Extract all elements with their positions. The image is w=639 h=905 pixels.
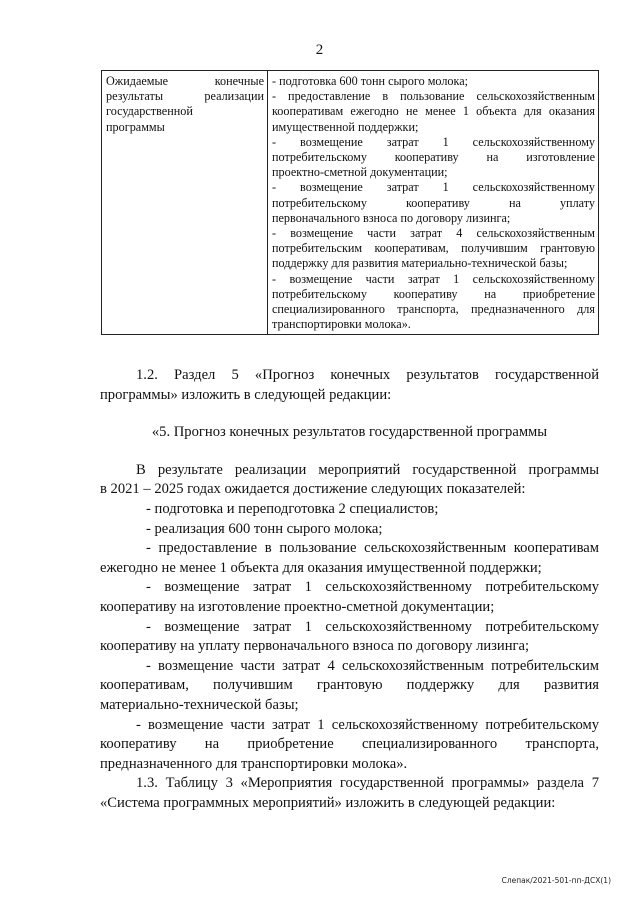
expected-results-list: [100, 500, 599, 774]
table-row: [102, 71, 599, 335]
table-label-line: государственной: [106, 104, 193, 119]
list-item: - реализация 600 тонн сырого молока;: [146, 520, 383, 537]
list-item-continuation: ежегодно не менее 1 объекта для оказания имущественной поддержки;: [100, 559, 542, 576]
table-item-line: - предоставление в пользование сельскохозяйственным: [272, 89, 595, 104]
table-item-line: потребительским кооперативам, получившим грантовую: [272, 241, 595, 256]
list-item: - подготовка и переподготовка 2 специалистов;: [146, 500, 439, 517]
table-item-line: проектно-сметной документации;: [272, 165, 448, 180]
paragraph-line: «Система программных мероприятий» изложить в следующей редакции:: [100, 794, 556, 811]
list-item-continuation: кооперативам, получившим грантовую поддержку для развития: [100, 677, 599, 694]
table-item-line: поддержку для развития материально-технической базы;: [272, 256, 568, 271]
table-label-line: результаты реализации: [106, 89, 264, 104]
table-item-line: - возмещение части затрат 4 сельскохозяйственным: [272, 226, 595, 241]
expected-results-table: [101, 70, 599, 335]
list-item: - возмещение затрат 1 сельскохозяйственному потребительскому: [146, 618, 599, 635]
section-1-2-paragraph: [100, 366, 599, 405]
table-item-line: первоначального взноса по договору лизинга;: [272, 210, 511, 225]
paragraph-line: В результате реализации мероприятий государственной программы: [136, 461, 599, 478]
table-items-cell: [268, 71, 599, 335]
document-code: Слепак/2021-501-пп-ДСХ(1): [501, 876, 611, 885]
table-item-line: потребительскому кооперативу на приобретение: [272, 286, 595, 301]
table-label-cell: [102, 71, 268, 335]
table-label-line: Ожидаемые конечные: [106, 74, 264, 88]
table-item-line: - подготовка 600 тонн сырого молока;: [272, 74, 469, 88]
list-item-continuation: кооперативу на уплату первоначального взноса по договору лизинга;: [100, 638, 530, 655]
section-5-heading: «5. Прогноз конечных результатов государственной программы: [151, 424, 548, 441]
list-item-continuation: предназначенного для транспортировки молока».: [100, 755, 408, 772]
paragraph-line: 1.2. Раздел 5 «Прогноз конечных результатов государственной: [136, 367, 599, 383]
table-item-line: специализированного транспорта, предназначенного для: [272, 302, 595, 317]
document-body: [100, 366, 599, 813]
paragraph-line: 1.3. Таблицу 3 «Мероприятия государственной программы» раздела 7: [136, 775, 599, 792]
table-item-line: имущественной поддержки;: [272, 119, 419, 134]
paragraph-line: в 2021 – 2025 годах ожидается достижение следующих показателей:: [100, 481, 526, 498]
table-item-line: - возмещение затрат 1 сельскохозяйственному: [272, 134, 595, 149]
list-item-continuation: кооперативу на изготовление проектно-сметной документации;: [100, 598, 495, 615]
paragraph-line: программы» изложить в следующей редакции:: [100, 386, 392, 403]
table-label-line: программы: [106, 119, 165, 134]
section-1-3-paragraph: [100, 774, 599, 813]
table-item-line: - возмещение затрат 1 сельскохозяйственному: [272, 180, 595, 195]
list-item: - возмещение части затрат 4 сельскохозяйственным потребительским: [146, 657, 599, 674]
page-number: 2: [315, 42, 324, 58]
table-item-line: кооперативам ежегодно не менее 1 объекта для оказания: [272, 104, 595, 119]
list-item-continuation: материально-технической базы;: [100, 696, 299, 713]
table-item-line: потребительскому кооперативу на изготовление: [272, 150, 595, 165]
list-item: - возмещение части затрат 1 сельскохозяйственному потребительскому: [136, 716, 599, 733]
list-item: - предоставление в пользование сельскохозяйственным кооперативам: [146, 540, 599, 557]
list-item-continuation: кооперативу на приобретение специализированного транспорта,: [100, 736, 599, 753]
table-item-line: транспортировки молока».: [272, 317, 411, 332]
list-item: - возмещение затрат 1 сельскохозяйственному потребительскому: [146, 579, 599, 596]
table-item-line: потребительскому кооперативу на уплату: [272, 195, 595, 210]
table-item-line: - возмещение части затрат 1 сельскохозяйственному: [272, 271, 595, 286]
section-5-intro: [100, 461, 599, 500]
